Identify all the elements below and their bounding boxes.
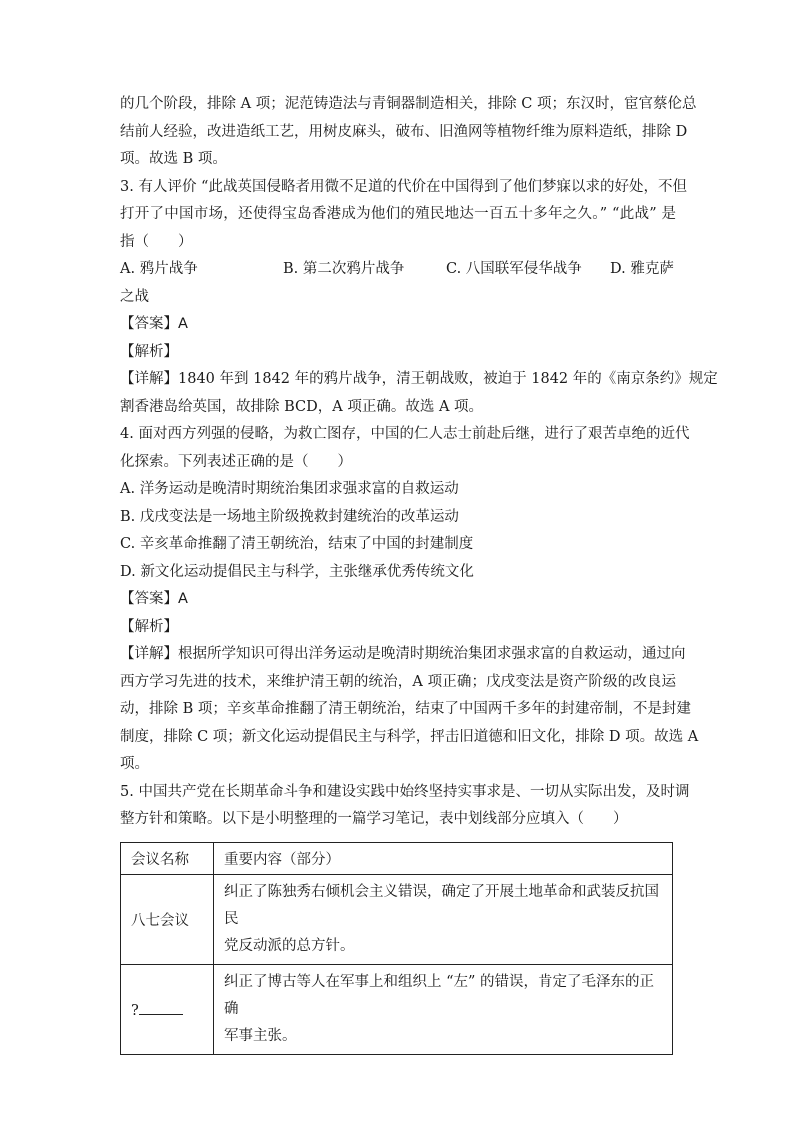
explanation-line: 制度，排除 C 项；新文化运动提倡民主与科学，抨击旧道德和旧文化，排除 D 项。故选 A (120, 728, 699, 745)
page-content (120, 91, 718, 1055)
explanation-line: 动，排除 B 项；辛亥革命推翻了清王朝统治，结束了中国两千多年的封建帝制，不是封建 (120, 701, 691, 717)
table-row (121, 964, 673, 1054)
option-c: C. 八国联军侵华战争 (446, 261, 582, 277)
explanation-line: 西方学习先进的技术，来维护清王朝的统治，A 项正确；戊戌变法是资产阶级的改良运 (120, 673, 676, 690)
text-line: 项。故选 B 项。 (120, 151, 227, 167)
analysis-label: 【解析】 (120, 618, 178, 635)
meeting-name-cell: 八七会议 (121, 874, 214, 964)
option-b: B. 第二次鸦片战争 (283, 261, 405, 277)
content-line: 纠正了陈独秀右倾机会主义错误，确定了开展土地革命和武装反抗国民 (224, 883, 659, 927)
answer-label: 【答案】A (120, 316, 188, 332)
header-meeting-name: 会议名称 (121, 842, 214, 874)
explanation-line: 【详解】1840 年到 1842 年的鸦片战争，清王朝战败，被迫于 1842 年的《南京条约》规定 (120, 371, 718, 387)
content-cell (214, 874, 673, 964)
table-row (121, 874, 673, 964)
meeting-name-cell (121, 964, 214, 1054)
explanation-line: 割香港岛给英国，故排除 BCD，A 项正确。故选 A 项。 (120, 398, 484, 415)
option-b: B. 戊戌变法是一场地主阶级挽救封建统治的改革运动 (120, 508, 459, 525)
notes-table (120, 842, 673, 1055)
table-header-row (121, 842, 673, 874)
question-3-stem: 指（ ） (120, 233, 193, 250)
option-c: C. 辛亥革命推翻了清王朝统治，结束了中国的封建制度 (120, 536, 474, 552)
explanation-line: 【详解】根据所学知识可得出洋务运动是晚清时期统治集团求强求富的自救运动，通过向 (120, 646, 686, 662)
question-4-stem: 4. 面对西方列强的侵略，为救亡图存，中国的仁人志士前赴后继，进行了艰苦卓绝的近代 (120, 426, 690, 442)
content-cell (214, 964, 673, 1054)
question-3-stem: 打开了中国市场，还使得宝岛香港成为他们的殖民地达一百五十多年之久。” “此战” 是 (120, 206, 676, 222)
header-key-content: 重要内容（部分） (214, 842, 673, 874)
analysis-label: 【解析】 (120, 343, 178, 360)
content-line: 军事主张。 (224, 1027, 297, 1044)
question-3-stem: 3. 有人评价 “此战英国侵略者用微不足道的代价在中国得到了他们梦寐以求的好处，不但 (120, 178, 687, 195)
option-a: A. 洋务运动是晚清时期统治集团求强求富的自救运动 (120, 481, 459, 497)
text-line: 结前人经验，改进造纸工艺，用树皮麻头，破布、旧渔网等植物纤维为原料造纸，排除 D (120, 123, 688, 140)
question-5-stem: 5. 中国共产党在长期革命斗争和建设实践中始终坚持实事求是、一切从实际出发，及时调 (120, 783, 690, 800)
option-d-continued: 之战 (120, 288, 149, 305)
question-5-stem: 整方针和策略。以下是小明整理的一篇学习笔记，表中划线部分应填入（ ） (120, 811, 628, 827)
fill-in-blank (139, 1000, 183, 1015)
explanation-line: 项。 (120, 756, 149, 772)
question-4-stem: 化探索。下列表述正确的是（ ） (120, 453, 352, 470)
content-line: 党反动派的总方针。 (224, 937, 355, 954)
question-mark: ? (131, 1002, 139, 1019)
option-d: D. 新文化运动提倡民主与科学，主张继承优秀传统文化 (120, 563, 474, 580)
text-line: 的几个阶段，排除 A 项；泥范铸造法与青铜器制造相关，排除 C 项；东汉时，宦官蔡伦总 (120, 96, 697, 112)
answer-label: 【答案】A (120, 591, 188, 607)
option-d: D. 雅克萨 (610, 261, 674, 277)
content-line: 纠正了博古等人在军事上和组织上 “左” 的错误，肯定了毛泽东的正确 (224, 973, 655, 1017)
option-a: A. 鸦片战争 (120, 261, 198, 277)
question-3-options (120, 256, 676, 284)
